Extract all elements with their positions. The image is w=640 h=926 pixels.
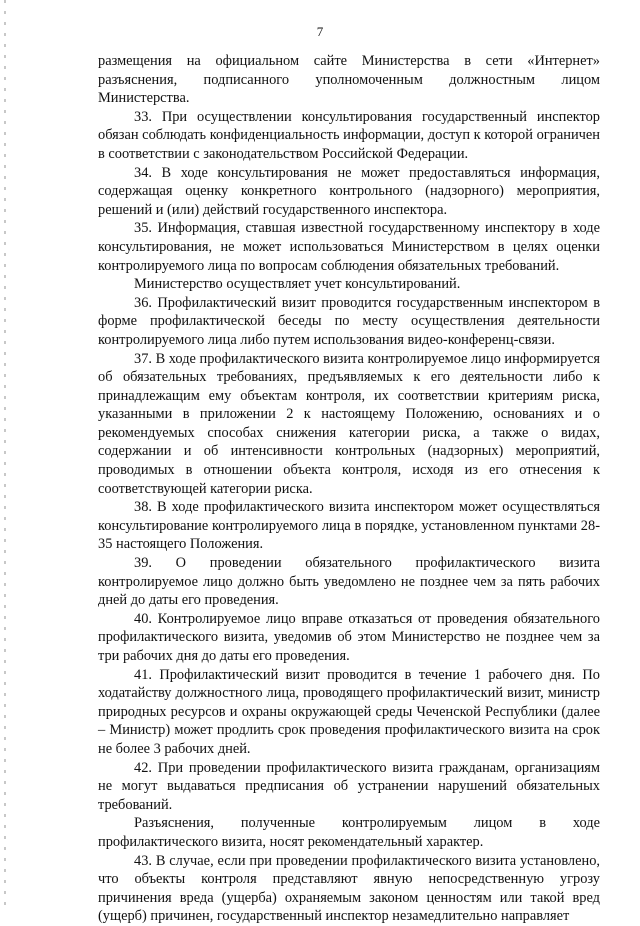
paragraph-continuation: размещения на официальном сайте Министерства в сети «Интернет» разъяснения, подписанного уполномоченным должностным лицом Министерства. [98,53,600,107]
scan-edge-artifact [4,0,6,905]
paragraph-40: 40. Контролируемое лицо вправе отказаться от проведения обязательного профилактического визита, уведомив об этом Министерство не позднее чем за три рабочих дня до даты его проведения. [98,610,600,664]
paragraph-35: 35. Информация, ставшая известной государственному инспектору в ходе консультирования, не может использоваться Министерством в целях оценки контролируемого лица по вопросам соблюдения обязательных требований. [98,220,600,274]
paragraph-42: 42. При проведении профилактического визита гражданам, организациям не могут выдаваться предписания об устранении нарушений обязательных требований. [98,759,600,813]
paragraph-42-note: Разъяснения, полученные контролируемым лицом в ходе профилактического визита, носят рекомендательный характер. [98,815,600,850]
document-body [98,52,600,926]
paragraph-34: 34. В ходе консультирования не может предоставляться информация, содержащая оценку конкретного контрольного (надзорного) мероприятия, решений и (или) действий государственного инспектора. [98,164,600,218]
paragraph-33: 33. При осуществлении консультирования государственный инспектор обязан соблюдать конфиденциальность информации, доступ к которой ограничен в соответствии с законодательством Российской Федерации. [98,108,600,162]
page-number: 7 [316,24,324,39]
paragraph-36: 36. Профилактический визит проводится государственным инспектором в форме профилактической беседы по месту осуществления деятельности контролируемого лица либо путем использования видео-конференц-связи. [98,294,600,348]
paragraph-35-note: Министерство осуществляет учет консультирований. [134,276,461,293]
paragraph-39: 39. О проведении обязательного профилактического визита контролируемое лицо должно быть уведомлено не позднее чем за пять рабочих дней до даты его проведения. [98,555,600,609]
paragraph-38: 38. В ходе профилактического визита инспектором может осуществляться консультирование контролируемого лица в порядке, установленном пунктами 28-35 настоящего Положения. [98,499,600,553]
paragraph-41: 41. Профилактический визит проводится в течение 1 рабочего дня. По ходатайству должностного лица, проводящего профилактический визит, министр природных ресурсов и охраны окружающей среды Чеченской Республики (далее – Министр) может продлить срок проведения профилактического визита на срок не более 3 рабочих дней. [98,666,600,757]
paragraph-43: 43. В случае, если при проведении профилактического визита установлено, что объекты контроля представляют явную непосредственную угрозу причинения вреда (ущерба) охраняемым законом ценностям или такой вред (ущерб) причинен, государственный инспектор незамедлительно направляет [98,852,600,925]
paragraph-37: 37. В ходе профилактического визита контролируемое лицо информируется об обязательных требованиях, предъявляемых к его деятельности либо к принадлежащим ему объектам контроля, их соответствии критериям риска, указанными в приложении 2 к настоящему Положению, основаниях и о рекомендуемых способах снижения категории риска, а также о видах, содержании и об интенсивности контрольных (надзорных) мероприятий, проводимых в отношении объекта контроля, исходя из его отнесения к соответствующей категории риска. [98,350,601,497]
